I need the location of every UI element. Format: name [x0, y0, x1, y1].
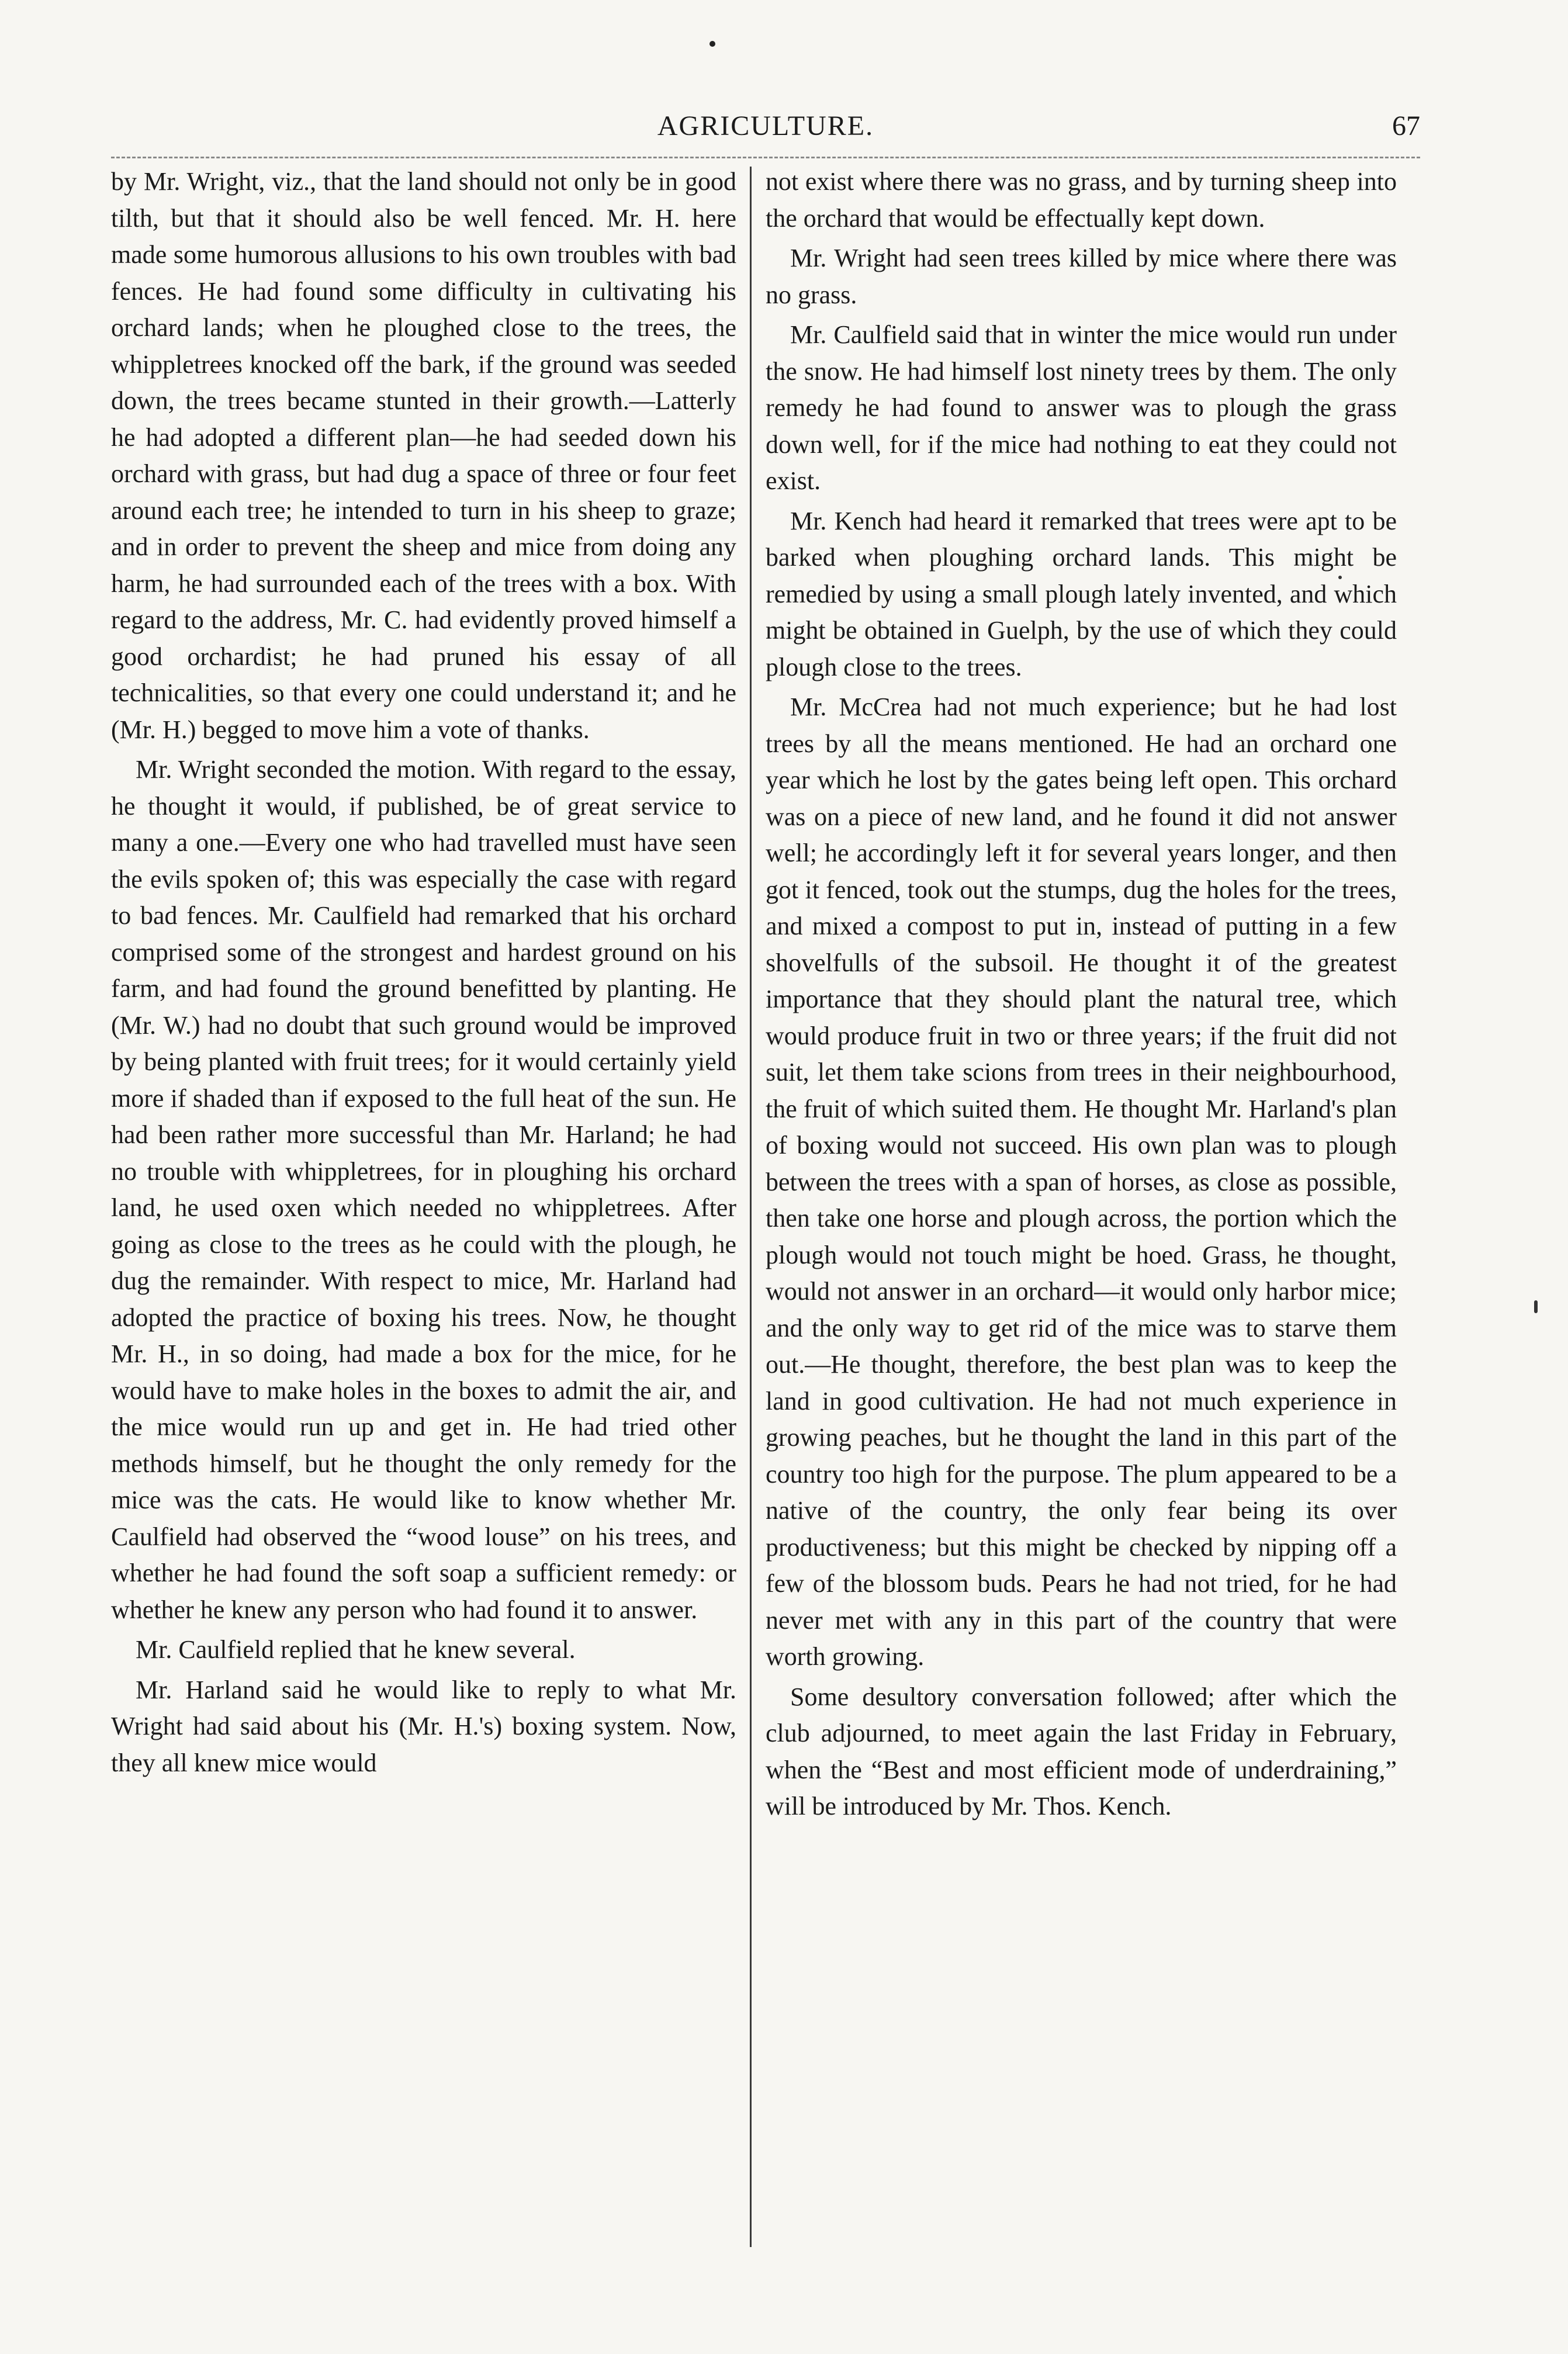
- paragraph: Mr. Kench had heard it remarked that trees were apt to be barked when ploughing orchard lands. This might be remedied by using a small plough lately invented, and which might be obtained in Guelph, by the use of which they could plough close to the trees.: [766, 506, 1397, 681]
- page-number: 67: [1392, 110, 1420, 141]
- ink-speck: [1534, 1300, 1538, 1313]
- paragraph: not exist where there was no grass, and by turning sheep into the orchard that would be effectually kept down.: [766, 167, 1397, 233]
- ink-speck: [709, 41, 715, 47]
- column-divider: [750, 167, 752, 2247]
- paragraph: Mr. Wright had seen trees killed by mice where there was no grass.: [766, 244, 1397, 309]
- paragraph: Mr. Wright seconded the motion. With regard to the essay, he thought it would, if published, be of great service to many a one.—Every one who had travelled must have seen the evils spoken of; this was especially the case with regard to bad fences. Mr. Caulfield had remarked that his orchard comprised some of the strongest and hardest ground on his farm, and had found the ground benefitted by planting. He (Mr. W.) had no doubt that such ground would be improved by being planted with fruit trees; for it would certainly yield more if shaded than if exposed to the full heat of the sun. He had been rather more successful than Mr. Harland; he had no trouble with whippletrees, for in ploughing his orchard land, he used oxen which needed no whippletrees. After going as close to the trees as he could with the plough, he dug the remainder. With respect to mice, Mr. Harland had adopted the practice of boxing his trees. Now, he thought Mr. H., in so doing, had made a box for the mice, for he would have to make holes in the boxes to admit the air, and the mice would run up and get in. He had tried other methods himself, but he thought the only remedy for the mice was the cats. He would like to know whether Mr. Caulfield had observed the “wood louse” on his trees, and whether he had found the soft soap a sufficient remedy: or whether he knew any person who had found it to answer.: [111, 755, 736, 1624]
- paragraph: by Mr. Wright, viz., that the land should not only be in good tilth, but that it should also be well fenced. Mr. H. here made some humorous allusions to his own troubles with bad fences. He had found some difficulty in cultivating his orchard lands; when he ploughed close to the trees, the whippletrees knocked off the bark, if the ground was seeded down, the trees became stunted in their growth.—Latterly he had adopted a different plan—he had seeded down his orchard with grass, but had dug a space of three or four feet around each tree; he intended to turn in his sheep to graze; and in order to prevent the sheep and mice from doing any harm, he had surrounded each of the trees with a box. With regard to the address, Mr. C. had evidently proved himself a good orchardist; he had pruned his essay of all technicalities, so that every one could understand it; and he (Mr. H.) begged to move him a vote of thanks.: [111, 167, 736, 744]
- right-column: [766, 164, 1397, 1825]
- paragraph: Mr. Caulfield replied that he knew several.: [136, 1635, 576, 1664]
- paragraph: Some desultory conversation followed; after which the club adjourned, to meet again the last Friday in February, when the “Best and most efficient mode of underdraining,” will be introduced by Mr. Thos. Kench.: [766, 1682, 1397, 1820]
- paragraph: Mr. McCrea had not much experience; but he had lost trees by all the means mentioned. He had an orchard one year which he lost by the gates being left open. This orchard was on a piece of new land, and he found it did not answer well; he accordingly left it for several years longer, and then got it fenced, took out the stumps, dug the holes for the trees, and mixed a compost to put in, instead of putting in a few shovelfulls of the subsoil. He thought it of the greatest importance that they should plant the natural tree, which would produce fruit in two or three years; if the fruit did not suit, let them take scions from trees in their neighbourhood, the fruit of which suited them. He thought Mr. Harland's plan of boxing would not succeed. His own plan was to plough between the trees with a span of horses, as close as possible, then take one horse and plough across, the portion which the plough would not touch might be hoed. Grass, he thought, would not answer in an orchard—it would only harbor mice; and the only way to get rid of the mice was to starve them out.—He thought, therefore, the best plan was to keep the land in good cultivation. He had not much experience in growing peaches, but he thought the land in this part of the country too high for the purpose. The plum appeared to be a native of the country, the only fear being its over productiveness; but this might be checked by nipping off a few of the blossom buds. Pears he had not tried, for he had never met with any in this part of the country that were worth growing.: [766, 693, 1397, 1671]
- header-rule: [111, 157, 1420, 158]
- left-column: [111, 164, 736, 1781]
- paragraph: Mr. Harland said he would like to reply to what Mr. Wright had said about his (Mr. H.'s) boxing system. Now, they all knew mice would: [111, 1675, 736, 1777]
- running-title: AGRICULTURE.: [657, 110, 874, 141]
- ink-speck: [1338, 576, 1342, 579]
- paragraph: Mr. Caulfield said that in winter the mice would run under the snow. He had himself lost ninety trees by them. The only remedy he had found to answer was to plough the grass down well, for if the mice had nothing to eat they could not exist.: [766, 320, 1397, 495]
- running-header: [111, 106, 1420, 159]
